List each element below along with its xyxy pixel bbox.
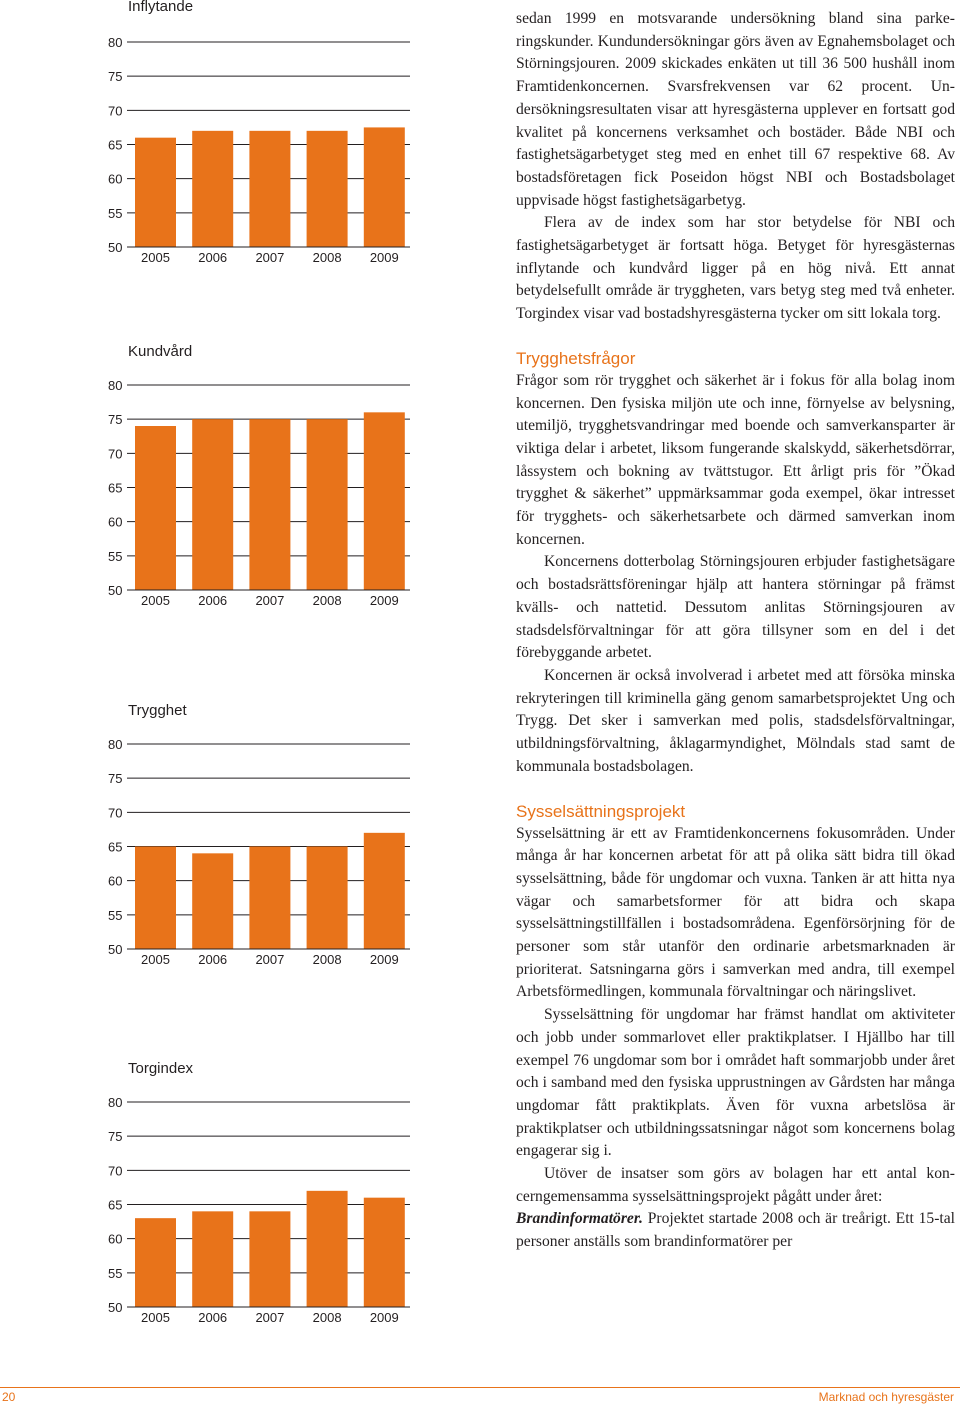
- x-tick-label: 2006: [198, 593, 228, 608]
- bar-2008: [307, 1191, 348, 1307]
- article-text: [516, 8, 955, 1254]
- y-tick-label: 55: [108, 907, 123, 923]
- footer-section-name: Marknad och hyresgäster: [818, 1390, 954, 1404]
- bar-2009: [364, 127, 405, 247]
- bar-2008: [307, 847, 348, 950]
- y-tick-label: 65: [108, 839, 123, 855]
- x-tick-label: 2008: [312, 1310, 342, 1325]
- body-paragraph: Sysselsättning för ungdomar har främst handlat om aktiviteter och jobb under sommarlovet eller praktikplatser. I Hjällbo har till exempel 76 ungdomar som bor i området haft sommarjobb under året och i samband med den fysiska upprustningen av Gårdsten har många ungdomar fått praktikplats. Även för vuxna arbetslösa är praktikplatser och utbildningssatsningar något som koncernens bolag engagerar sig i.: [516, 1006, 955, 1160]
- x-tick-label: 2006: [198, 250, 228, 265]
- x-tick-label: 2007: [255, 250, 285, 265]
- chart-svg: [0, 1060, 420, 1340]
- bar-2006: [192, 131, 233, 247]
- x-tick-label: 2009: [369, 952, 399, 967]
- y-tick-label: 70: [108, 446, 123, 462]
- chart-title: Torgindex: [128, 1060, 194, 1077]
- page-number: 20: [2, 1390, 16, 1404]
- x-tick-label: 2009: [369, 593, 399, 608]
- x-tick-label: 2007: [255, 1310, 285, 1325]
- y-tick-label: 75: [108, 1129, 123, 1145]
- chart-title: Kundvård: [128, 343, 193, 360]
- y-tick-label: 70: [108, 103, 123, 119]
- chart-title: Inflytande: [128, 0, 194, 15]
- y-tick-label: 55: [108, 205, 123, 221]
- body-paragraph: Utöver de insatser som görs av bolagen har ett antal koncerngemensamma sysselsättningsprojekt pågått under året:: [516, 1165, 955, 1205]
- y-tick-label: 55: [108, 548, 123, 564]
- y-tick-label: 75: [108, 412, 123, 428]
- chart-svg: [0, 343, 420, 623]
- x-tick-label: 2005: [141, 250, 170, 265]
- chart-kundvard: [0, 343, 420, 623]
- section-heading-syssel: Sysselsättningsprojekt: [516, 801, 686, 821]
- x-tick-label: 2005: [141, 593, 170, 608]
- project-name: Brandinformatörer.: [516, 1210, 643, 1228]
- y-tick-label: 50: [108, 942, 123, 957]
- x-tick-label: 2008: [312, 952, 342, 967]
- x-tick-label: 2006: [198, 952, 228, 967]
- y-tick-label: 60: [108, 514, 123, 530]
- bar-2005: [135, 847, 176, 950]
- body-paragraph: Koncernens dotterbolag Störningsjouren erbjuder fastighetsägare och bostadsrättsföreningar hjälp att hantera störningar på främst kvälls- och nattetid. Dessutom anlitas Störningsjouren av stadsdelsförvaltningar för att göra tillsyner som en del i det förebyggande arbetet.: [516, 553, 955, 662]
- y-tick-label: 80: [108, 1095, 123, 1110]
- y-tick-label: 60: [108, 873, 123, 889]
- bar-2007: [249, 847, 290, 950]
- x-tick-label: 2005: [141, 1310, 170, 1325]
- chart-svg: [0, 702, 420, 982]
- chart-trygghet: [0, 702, 420, 982]
- x-tick-label: 2009: [369, 1310, 399, 1325]
- y-tick-label: 50: [108, 240, 123, 255]
- bar-2007: [249, 131, 290, 247]
- y-tick-label: 70: [108, 805, 123, 821]
- y-tick-label: 50: [108, 583, 123, 598]
- body-paragraph: Sysselsättning är ett av Framtidenkoncernens fokusområden. Under många år har koncernen arbetat för att på olika sätt bidra till ökad sysselsättning, både för ungdomar och vuxna. Tanken är att hitta nya vägar och samarbetsformer för att bidra och skapa sysselsättningstillfällen i bostadsområdena. Egenförsörjning för de personer som står utanför den ordinarie arbetsmarknaden är prioriterat. Satsningarna görs i samverkan med andra, till exempel Arbetsförmedlingen, kommunala förvaltningar och näringslivet.: [516, 824, 955, 1001]
- x-tick-label: 2007: [255, 952, 285, 967]
- chart-svg: [0, 0, 420, 280]
- project-text: Projektet startade 2008 och är treårigt. Ett 15-tal personer anställs som brandinformatörer per: [516, 1210, 955, 1251]
- y-tick-label: 75: [108, 771, 123, 787]
- y-tick-label: 80: [108, 378, 123, 393]
- chart-inflytande: [0, 0, 420, 280]
- x-tick-label: 2008: [312, 593, 342, 608]
- body-paragraph: [516, 1208, 955, 1253]
- bar-2007: [249, 419, 290, 590]
- x-tick-label: 2007: [255, 593, 285, 608]
- x-tick-label: 2009: [369, 250, 399, 265]
- chart-title: Trygghet: [128, 702, 187, 719]
- footer-rule: [0, 1387, 960, 1388]
- body-paragraph: Frågor som rör trygghet och säkerhet är i fokus för alla bolag inom koncernen. Den fysiska miljön ute och inne, förnyelse av belysning, utemiljö, trygghetsvandringar med boende och samverkansparter är viktiga delar i arbetet, liksom fungerande skalskydd, säkerhetsdörrar, låssystem och bokning av tvättstugor. Ett årligt pris för ”Ökad trygghet & säkerhet” uppmärksammar goda exempel, ökar intresset för trygghets- och säkerhetsarbete och därmed samverkan inom koncernen.: [516, 371, 955, 548]
- bar-2009: [364, 1198, 405, 1307]
- body-paragraph: sedan 1999 en motsvarande undersökning bland sina parkeringskunder. Kundundersökningar görs även av Egnahemsbolaget och Störningsjouren. 2009 skickades enkäten ut till 36 500 hushåll inom Framtidenkoncernen. Svarsfrekvensen var 62 procent. Undersökningsresultaten visar att hyresgästerna upplever en fortsatt god kvalitet på koncernens verksamhet och bostäder. Både NBI och fastighetsägarbetyget steg med en enhet till 67 respektive 68. Av bostadsföretagen fick Poseidon högst NBI och Bostadsbolaget uppvisade högst fastighetsägarbetyg.: [516, 10, 955, 209]
- y-tick-label: 80: [108, 737, 123, 752]
- section-heading-trygghet: Trygghetsfrågor: [516, 348, 636, 368]
- bar-2006: [192, 853, 233, 949]
- x-tick-label: 2005: [141, 952, 170, 967]
- y-tick-label: 65: [108, 1197, 123, 1213]
- body-paragraph: Flera av de index som har stor betydelse för NBI och fastighetsägarbetyget är fortsatt höga. Betyget för hyresgästernas inflytande och kundvård ligger på en hög nivå. Ett annat betydelsefullt område är tryggheten, vars betyg steg med två enheter. Torgindex visar vad bostadshyresgästerna tycker om sitt lokala torg.: [516, 214, 955, 323]
- body-paragraph: Koncernen är också involverad i arbetet med att försöka minska rekryteringen till kriminella gäng genom samarbetsprojektet Ung och Trygg. Det sker i samverkan med polis, stadsdelsförvaltningar, utbildningsförvaltning, åklagarmyndighet, Mölndals stad samt de kommunala bostadsbolagen.: [516, 666, 955, 775]
- bar-2005: [135, 1218, 176, 1307]
- y-tick-label: 65: [108, 480, 123, 496]
- bar-2009: [364, 412, 405, 590]
- bar-2005: [135, 426, 176, 590]
- x-tick-label: 2008: [312, 250, 342, 265]
- bar-2006: [192, 419, 233, 590]
- chart-torgindex: [0, 1060, 420, 1340]
- y-tick-label: 65: [108, 137, 123, 153]
- y-tick-label: 70: [108, 1163, 123, 1179]
- bar-2009: [364, 833, 405, 949]
- y-tick-label: 50: [108, 1300, 123, 1315]
- y-tick-label: 60: [108, 171, 123, 187]
- bar-2008: [307, 131, 348, 247]
- bar-2006: [192, 1211, 233, 1307]
- x-tick-label: 2006: [198, 1310, 228, 1325]
- y-tick-label: 75: [108, 69, 123, 85]
- bar-2008: [307, 419, 348, 590]
- bar-2007: [249, 1211, 290, 1307]
- y-tick-label: 80: [108, 35, 123, 50]
- bar-2005: [135, 138, 176, 247]
- y-tick-label: 60: [108, 1231, 123, 1247]
- y-tick-label: 55: [108, 1265, 123, 1281]
